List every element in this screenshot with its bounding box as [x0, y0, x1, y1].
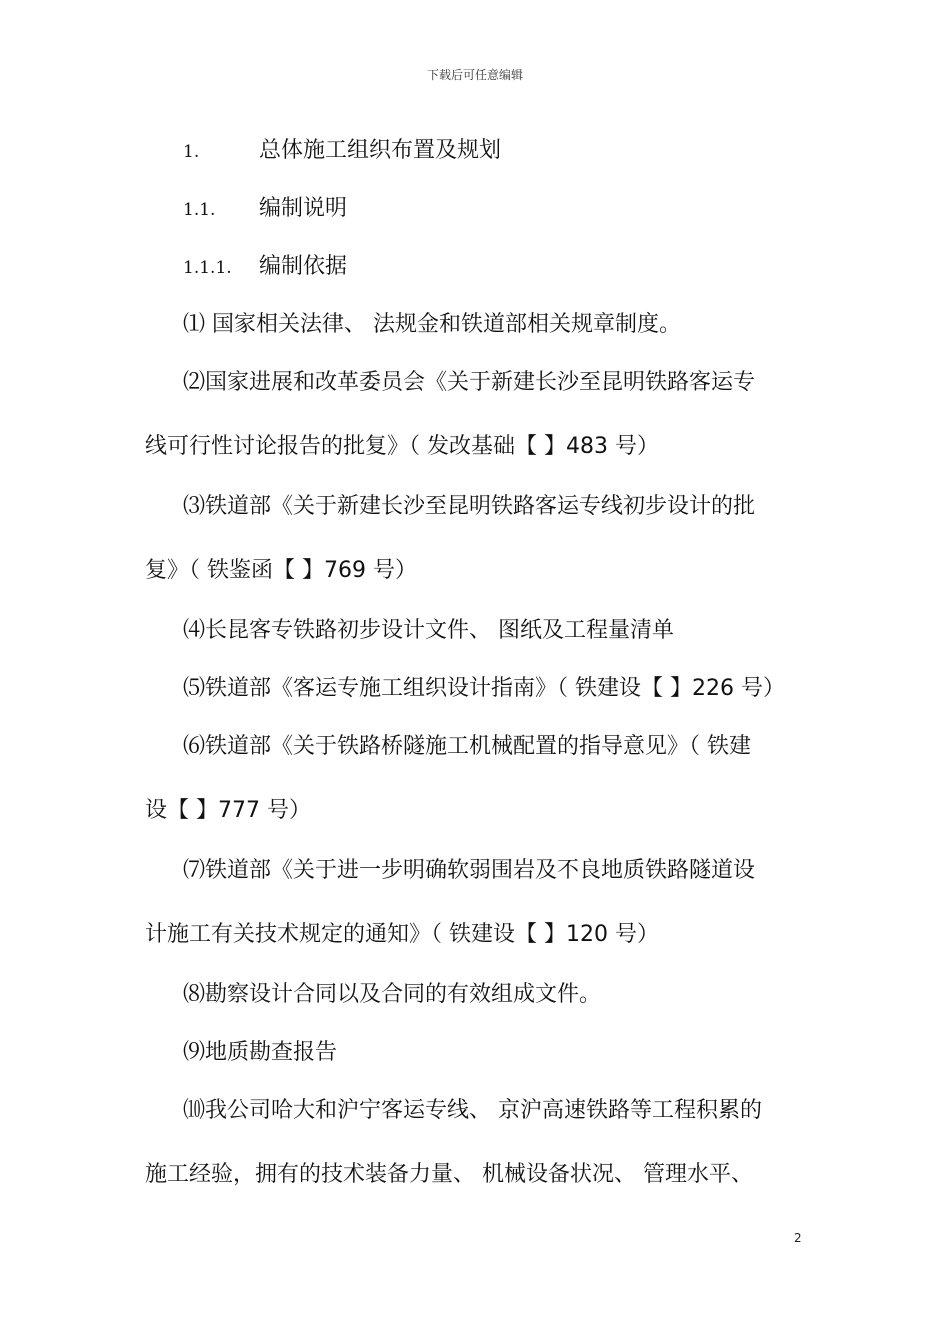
heading-level-1	[183, 136, 501, 167]
paragraph-line: ⑸铁道部《客运专施工组织设计指南》（ 铁建设【 】226 号）	[183, 676, 785, 701]
page-header-note: 下载后可任意编辑	[426, 68, 523, 82]
heading-level-3	[183, 252, 347, 283]
paragraph-line: ⑶铁道部《关于新建长沙至昆明铁路客运专线初步设计的批	[183, 494, 756, 519]
heading-title: 编制依据	[259, 254, 348, 279]
list-item	[145, 492, 810, 586]
list-item	[145, 310, 810, 340]
paragraph-line: 线可行性讨论报告的批复》（ 发改基础【 】483 号）	[145, 434, 659, 459]
paragraph-line: ⑷长昆客专铁路初步设计文件、 图纸及工程量清单	[183, 618, 674, 643]
heading-number: 1.	[183, 142, 200, 162]
paragraph-line: 施工经验，拥有的技术装备力量、 机械设备状况、 管理水平、	[145, 1162, 753, 1187]
paragraph-line: 设【 】777 号）	[145, 798, 311, 823]
heading-number: 1.1.	[183, 200, 216, 220]
paragraph-line: 复》（ 铁鉴函【 】769 号）	[145, 558, 417, 583]
list-item	[145, 980, 810, 1010]
list-item	[145, 1096, 810, 1190]
heading-title: 总体施工组织布置及规划	[259, 138, 502, 163]
list-item	[145, 856, 810, 950]
list-item	[145, 1038, 810, 1068]
paragraph-line: ⑼地质勘查报告	[183, 1040, 338, 1065]
paragraph-line: 计施工有关技术规定的通知》（ 铁建设【 】120 号）	[145, 922, 659, 947]
list-item	[145, 732, 810, 826]
list-item	[145, 674, 810, 704]
page-number: 2	[794, 1231, 802, 1245]
heading-number: 1.1.1.	[183, 258, 232, 278]
paragraph-line: ⑽我公司哈大和沪宁客运专线、 京沪高速铁路等工程积累的	[183, 1098, 762, 1123]
list-item	[145, 616, 810, 646]
list-item	[145, 368, 810, 462]
paragraph-line: ⑻勘察设计合同以及合同的有效组成文件。	[183, 982, 602, 1007]
paragraph-line: ⑹铁道部《关于铁路桥隧施工机械配置的指导意见》（ 铁建	[183, 734, 751, 759]
heading-title: 编制说明	[259, 196, 348, 221]
heading-level-2	[183, 194, 347, 225]
paragraph-line: ⑵国家进展和改革委员会《关于新建长沙至昆明铁路客运专	[183, 370, 756, 395]
paragraph-line: ⑴ 国家相关法律、 法规金和铁道部相关规章制度。	[183, 312, 681, 337]
paragraph-line: ⑺铁道部《关于进一步明确软弱围岩及不良地质铁路隧道设	[183, 858, 756, 883]
